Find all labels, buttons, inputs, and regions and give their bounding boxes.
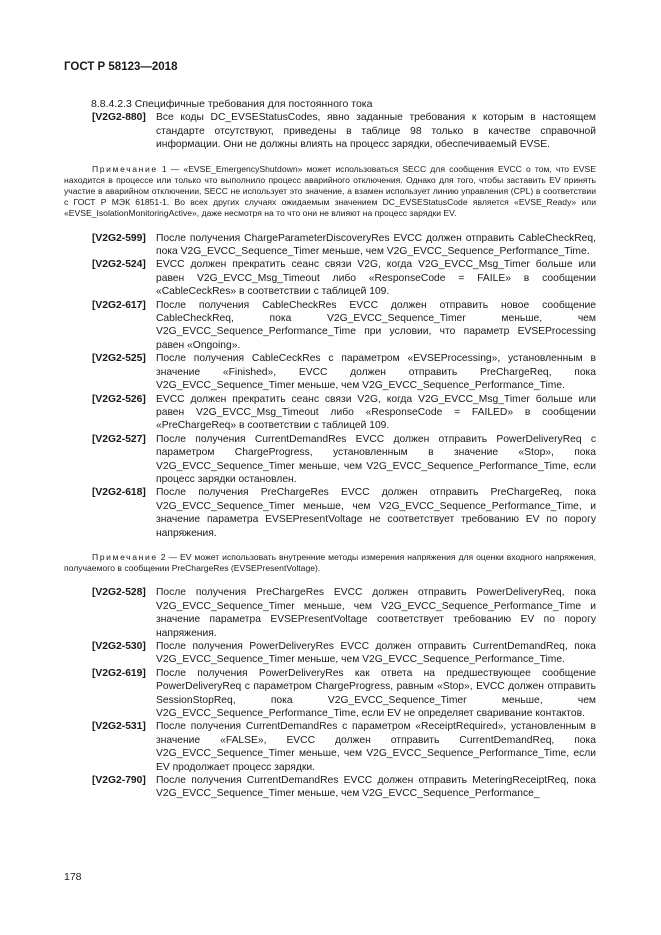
requirement-text: После получения CurrentDemandRes с параметром «ReceiptRequired», установленным в значение «FALSE», EVCC должен отправить CurrentDemandReq, пока V2G_EVCC_Sequence_Timer меньше, чем V2G_EVCC_Sequence_Performance_Time, если EV продолжает процесс зарядки. (156, 721, 596, 773)
requirement-text: EVCC должен прекратить сеанс связи V2G, когда V2G_EVCC_Msg_Timer больше или равен V2G_EVCC_Msg_Timeout либо «ResponseCode = FAILE» в сообщении «CableCeckRes» в соответствии с таблицей 109. (156, 259, 596, 298)
requirement-item (64, 232, 596, 259)
note-2-label: Примечание (92, 551, 158, 562)
requirement-item (64, 640, 596, 667)
requirement-code: [V2G2-527] (92, 433, 146, 445)
requirement-item (64, 586, 596, 640)
requirement-code: [V2G2-526] (92, 393, 146, 405)
requirement-code: [V2G2-531] (92, 721, 146, 733)
requirement-code: [V2G2-880] (92, 112, 146, 124)
note-1-text: 1 — «EVSE_EmergencyShutdown» может использоваться SECC для сообщения EVCC о том, что EVSE находится в процессе или только что выполнило процесс аварийного отключения. Однако для того, чтобы заставить EV принять участие в аварийном отключении, SECC не использует это значение, а взамен использует линию управления (CPL) в соответствии с ГОСТ Р МЭК 61851-1. Во всех других случаях ожидаемым значением DC_EVSEStatusCode является «EVSE_Ready» или «EVSE_IsolationMonitoringActive», даже несмотря на то что они не влияют на процесс зарядки EV. (64, 163, 596, 219)
requirement-text: Все коды DC_EVSEStatusCodes, явно заданные требования к которым в настоящем стандарте отсутствуют, приведены в таблице 98 только в качестве справочной информации. Они не должны влиять на процесс зарядки, обеспечиваемый EVSE. (156, 112, 596, 151)
requirement-code: [V2G2-524] (92, 259, 146, 271)
requirement-item (64, 352, 596, 392)
requirements-group-b (64, 232, 596, 540)
requirement-code: [V2G2-530] (92, 641, 146, 653)
requirement-text: После получения CableCheckRes EVCC должен отправить новое сообщение CableCheckReq, пока V2G_EVCC_Sequence_Timer меньше, чем V2G_EVCC_Sequence_Performance_Time при условии, что параметр EVSEProcessing равен «Ongoing». (156, 299, 596, 351)
requirement-item (64, 486, 596, 540)
requirements-group-c (64, 586, 596, 801)
requirement-item (64, 258, 596, 298)
requirement-text: После получения PreChargeRes EVCC должен отправить PreChargeReq, пока V2G_EVCC_Sequence_Timer меньше, чем V2G_EVCC_Sequence_Performance_Time, и значение параметра EVSEPresentVoltage не соответствует требованию EV по порогу напряжения. (156, 487, 596, 539)
requirement-text: После получения PreChargeRes EVCC должен отправить PowerDeliveryReq, пока V2G_EVCC_Sequence_Timer меньше, чем V2G_EVCC_Sequence_Performance_Time и значение параметра EVSEPresentVoltage соответствует требованию EV по порогу напряжения. (156, 587, 596, 639)
requirement-text: После получения PowerDeliveryRes как ответа на предшествующее сообщение PowerDeliveryReq с параметром ChargeProgress, равным «Stop», EVCC должен отправить SessionStopReq, пока V2G_EVCC_Sequence_Timer меньше, чем V2G_EVCC_Sequence_Performance_Time, если EV не определяет сваривание контактов. (156, 667, 596, 720)
requirement-item (64, 720, 596, 774)
document-header: ГОСТ Р 58123—2018 (64, 61, 178, 73)
note-1-label: Примечание (92, 163, 158, 174)
requirement-item (64, 111, 596, 151)
requirement-code: [V2G2-790] (92, 775, 146, 787)
requirement-item (64, 433, 596, 487)
requirement-code: [V2G2-528] (92, 587, 146, 599)
requirement-text: EVCC должен прекратить сеанс связи V2G, когда V2G_EVCC_Msg_Timer больше или равен V2G_EVCC_Msg_Timeout либо «ResponseCode = FAILED» в сообщении «PreChargeReq» в соответствии с таблицей 109. (156, 393, 596, 432)
requirement-code: [V2G2-618] (92, 487, 146, 499)
page-content (64, 98, 596, 801)
requirement-item (64, 393, 596, 433)
requirement-text: После получения CableCeckRes с параметром «EVSEProcessing», установленным в значение «Finished», EVCC должен отправить PreChargeReq, пока V2G_EVCC_Sequence_Timer меньше, чем V2G_EVCC_Sequence_Performance_Time. (156, 353, 596, 392)
requirement-text: После получения PowerDeliveryRes EVCC должен отправить CurrentDemandReq, пока V2G_EVCC_Sequence_Timer меньше, чем V2G_EVCC_Sequence_Performance_Time. (156, 641, 596, 666)
requirement-code: [V2G2-619] (92, 667, 146, 679)
note-1 (64, 164, 596, 220)
requirement-item (64, 299, 596, 353)
requirement-code: [V2G2-525] (92, 353, 146, 365)
requirement-item (64, 667, 596, 721)
requirements-group-a (64, 111, 596, 151)
page-number: 178 (64, 871, 82, 883)
section-title: 8.8.4.2.3 Специфичные требования для постоянного тока (91, 98, 373, 110)
note-2-text: 2 — EV может использовать внутренние методы измерения напряжения для оценки входного напряжения, получаемого в сообщении PreChargeRes (EVSEPresentVoltage). (64, 551, 596, 574)
note-2 (64, 552, 596, 574)
requirement-code: [V2G2-617] (92, 299, 146, 311)
requirement-text: После получения CurrentDemandRes EVCC должен отправить PowerDeliveryReq с параметром ChargeProgress, установленным в значение «Stop», пока V2G_EVCC_Sequence_Timer меньше, чем V2G_EVCC_Sequence_Performance_Time, если процесс зарядки остановлен. (156, 433, 596, 485)
requirement-text: После получения CurrentDemandRes EVCC должен отправить MeteringReceiptReq, пока V2G_EVCC_Sequence_Timer меньше, чем V2G_EVCC_Sequence_Performance_ (156, 775, 596, 800)
requirement-code: [V2G2-599] (92, 232, 146, 244)
requirement-text: После получения ChargeParameterDiscoveryRes EVCC должен отправить CableCheckReq, пока V2G_EVCC_Sequence_Timer меньше, чем V2G_EVCC_Sequence_Performance_Time. (156, 232, 596, 258)
requirement-item (64, 774, 596, 801)
